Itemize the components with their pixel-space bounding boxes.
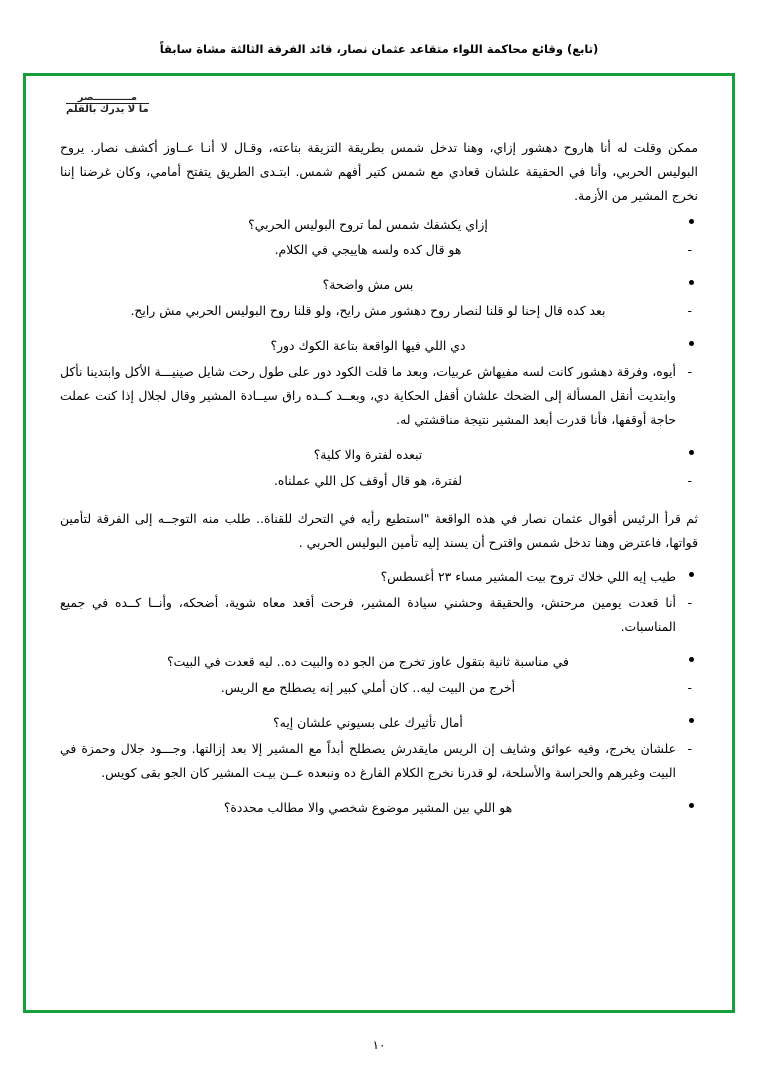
qa-list-bottom xyxy=(60,565,698,819)
question-text: إزاي يكشفك شمس لما تروح البوليس الحربي؟ xyxy=(248,216,488,232)
question-line xyxy=(60,443,698,467)
qa-item xyxy=(60,796,698,820)
bullet-icon xyxy=(689,657,694,662)
dash-icon: - xyxy=(687,740,692,756)
qa-item xyxy=(60,711,698,785)
dash-icon: - xyxy=(687,363,692,379)
logo-emblem xyxy=(66,94,149,116)
logo-line-2: ما لا يدرك بالقلم xyxy=(66,104,149,116)
answer-line xyxy=(60,737,698,785)
qa-item xyxy=(60,565,698,639)
qa-item xyxy=(60,213,698,263)
answer-line xyxy=(60,469,698,493)
answer-line xyxy=(60,299,698,323)
answer-text: علشان يخرج، وفيه عوائق وشايف إن الريس مايقدرش يصطلح أبداً مع المشير إلا بعد إزالتها. وجـــود جلال وحمزة في البيت وغيرهم والحراسة والأسلحة، لو قدرنا نخرج الكلام الفارغ ده ونبعده عــن بيـت المشير كان الجو بقى كويس. xyxy=(60,740,676,780)
dash-icon: - xyxy=(687,679,692,695)
question-line xyxy=(60,650,698,674)
qa-item xyxy=(60,273,698,323)
intro-paragraph: ممكن وقلت له أنا هاروح دهشور إزاي، وهنا تدخل شمس بطريقة التزيقة بتاعته، وقـال لا أنـا عــاوز أكشف نصار. يروح البوليس الحربي، وأنا في الحقيقة علشان قعادي مع شمس كتير أفهم شمس. ابتـدى الطريق يتفتح أمامي، وكان غرضنا إننا نخرج المشير من الأزمة. xyxy=(60,140,698,204)
bullet-icon xyxy=(689,450,694,455)
question-text: طيب إيه اللي خلاك تروح بيت المشير مساء ٢٣ أغسطس؟ xyxy=(380,569,676,585)
answer-line xyxy=(60,676,698,700)
answer-text: بعد كده قال إحنا لو قلنا لنصار روح دهشور مش رايح، ولو قلنا روح البوليس الحربي مش رايح. xyxy=(130,302,606,318)
question-line xyxy=(60,273,698,297)
answer-text: هو قال كده ولسه هاييجي في الكلام. xyxy=(274,242,462,258)
question-text: هو اللي بين المشير موضوع شخصي والا مطالب محددة؟ xyxy=(223,799,513,815)
page-header-title: (تابع) وقائع محاكمة اللواء متقاعد عثمان نصار، قائد الفرقة الثالثة مشاة سابقاً xyxy=(159,42,599,56)
question-text: بس مش واضحة؟ xyxy=(322,277,414,293)
question-line xyxy=(60,711,698,735)
question-line xyxy=(60,213,698,237)
dash-icon: - xyxy=(687,594,692,610)
answer-line xyxy=(60,360,698,433)
bullet-icon xyxy=(689,219,694,224)
dash-icon: - xyxy=(687,472,692,488)
question-line xyxy=(60,796,698,820)
logo xyxy=(60,90,698,136)
bullet-icon xyxy=(689,718,694,723)
qa-list-top xyxy=(60,213,698,493)
qa-item xyxy=(60,443,698,493)
answer-text: أيوه، وفرقة دهشور كانت لسه مفيهاش عربيات، وبعد ما قلت الكود دور على طول رحت شايل صينيـــة الأكل وابتدينا نأكل وابتديت أنقل المسألة إلى الضحك علشان أقفل الحكاية دي، وبعــد كــده راق سيــادة المشير وقال لجلال إذا كنت عملت حاجة أوقفها، فأنا قدرت أبعد المشير نتيجة مناقشتي له. xyxy=(60,363,676,427)
answer-text: أنا قعدت يومين مرحتش، والحقيقة وحشني سيادة المشير، فرحت أقعد معاه شوية، أضحكه، وأنــا كــده في جميع المناسبات. xyxy=(60,594,676,635)
question-text: في مناسبة ثانية بتقول عاوز تخرج من الجو ده والبيت ده.. ليه قعدت في البيت؟ xyxy=(167,654,569,670)
content-frame xyxy=(23,73,735,1013)
question-line xyxy=(60,334,698,358)
dash-icon: - xyxy=(687,302,692,318)
answer-text: أخرج من البيت ليه.. كان أملي كبير إنه يصطلح مع الريس. xyxy=(220,679,516,695)
page-number: ١٠ xyxy=(372,1038,386,1052)
question-text: تبعده لفترة والا كلية؟ xyxy=(313,447,423,463)
answer-line xyxy=(60,238,698,262)
qa-item xyxy=(60,650,698,700)
question-text: أمال تأثيرك على بسيوني علشان إيه؟ xyxy=(273,715,463,730)
document-body xyxy=(60,136,698,820)
answer-line xyxy=(60,591,698,639)
dash-icon: - xyxy=(687,242,692,258)
middle-paragraph: ثم قرأ الرئيس أقوال عثمان نصار في هذه الواقعة "استطيع رأيه في التحرك للقناة.. طلب منه التوجــه إلى الفرقة لتأمين قواتها، فاعترض وهنا تدخل شمس واقترح أن يسند إليه تأمين البوليس الحربي . xyxy=(60,510,698,551)
bullet-icon xyxy=(689,803,694,808)
answer-text: لفترة، هو قال أوقف كل اللي عملناه. xyxy=(273,472,463,488)
logo-line-1: مـــــــــــصر xyxy=(77,93,137,103)
question-line xyxy=(60,565,698,589)
bullet-icon xyxy=(689,280,694,285)
qa-item xyxy=(60,334,698,432)
bullet-icon xyxy=(689,572,694,577)
bullet-icon xyxy=(689,341,694,346)
question-text: دي اللي فيها الواقعة بتاعة الكوك دور؟ xyxy=(270,338,466,354)
